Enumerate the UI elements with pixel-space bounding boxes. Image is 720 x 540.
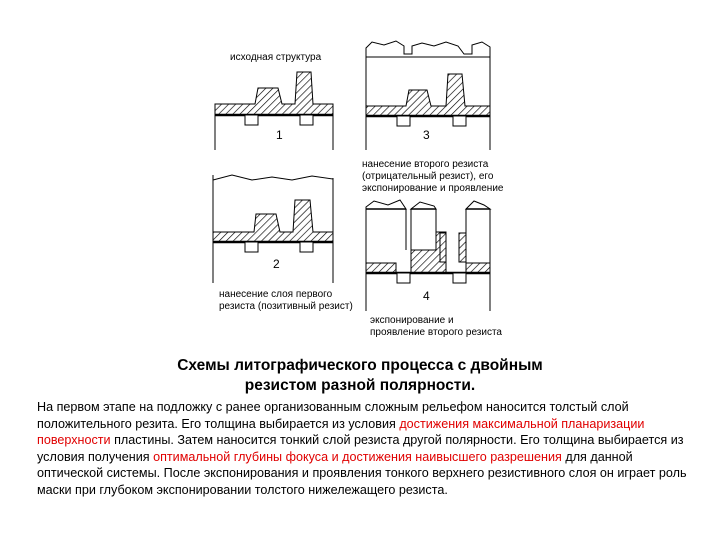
- panel-1-relief: [215, 72, 333, 115]
- panel-3: [362, 41, 504, 194]
- panel-2-pad-left: [245, 242, 258, 252]
- panel-2: [213, 175, 353, 312]
- description-highlight-2: оптимальной глубины фокуса и достижения наивысшего разрешения: [153, 449, 562, 464]
- panel-1-pad-right: [300, 115, 313, 125]
- panel-4: [366, 200, 502, 338]
- panel-4-number: 4: [423, 289, 430, 303]
- panel-2-caption-line1: нанесение слоя первого: [219, 289, 333, 300]
- panel-3-pad-left: [397, 116, 410, 126]
- description-part-1: На первом этапе на подложку с ранее организованным сложным рельефом наносится толстый слой положительного резита. Его толщина выбирается из условия: [37, 400, 629, 431]
- panel-4-pad-left: [397, 273, 410, 283]
- panel-2-relief: [213, 200, 333, 242]
- panel-4-relief: [366, 232, 490, 273]
- panel-1: [215, 52, 333, 150]
- description-paragraph: [37, 399, 687, 499]
- panel-4-resist-column: [440, 233, 466, 262]
- diagram-title: [0, 356, 720, 396]
- panel-1-number: 1: [276, 128, 283, 142]
- title-line-1: Схемы литографического процесса с двойным: [177, 357, 543, 374]
- panel-3-number: 3: [423, 128, 430, 142]
- panel-2-pad-right: [300, 242, 313, 252]
- description-part-2: пластины. Затем наносится тонкий слой резиста другой полярности. Его толщина выбирается из условия получения: [37, 433, 684, 464]
- panel-1-caption: исходная структура: [230, 52, 322, 63]
- panel-3-relief: [366, 74, 490, 116]
- panel-4-caption-line2: проявление второго резиста: [370, 327, 502, 338]
- panel-1-pad-left: [245, 115, 258, 125]
- description-highlight-1: достижения максимальной планаризации поверхности: [37, 416, 645, 448]
- panel-3-pad-right: [453, 116, 466, 126]
- panel-4-pad-right: [453, 273, 466, 283]
- panel-3-caption-line2: (отрицательный резист), его: [362, 171, 494, 182]
- title-line-2: резистом разной полярности.: [244, 377, 476, 394]
- panel-3-caption-line3: экспонирование и проявление: [362, 183, 504, 194]
- description-part-3: для данной оптической системы. После экспонирования и проявления тонкого верхнего резистивного слоя он играет роль маски при глубоком экспонировании толстого нижележащего резиста.: [37, 449, 687, 497]
- panel-3-caption-line1: нанесение второго резиста: [362, 159, 489, 170]
- panel-2-caption-line2: резиста (позитивный резист): [219, 301, 353, 312]
- panel-4-caption-line1: экспонирование и: [370, 315, 454, 326]
- panel-2-number: 2: [273, 257, 280, 271]
